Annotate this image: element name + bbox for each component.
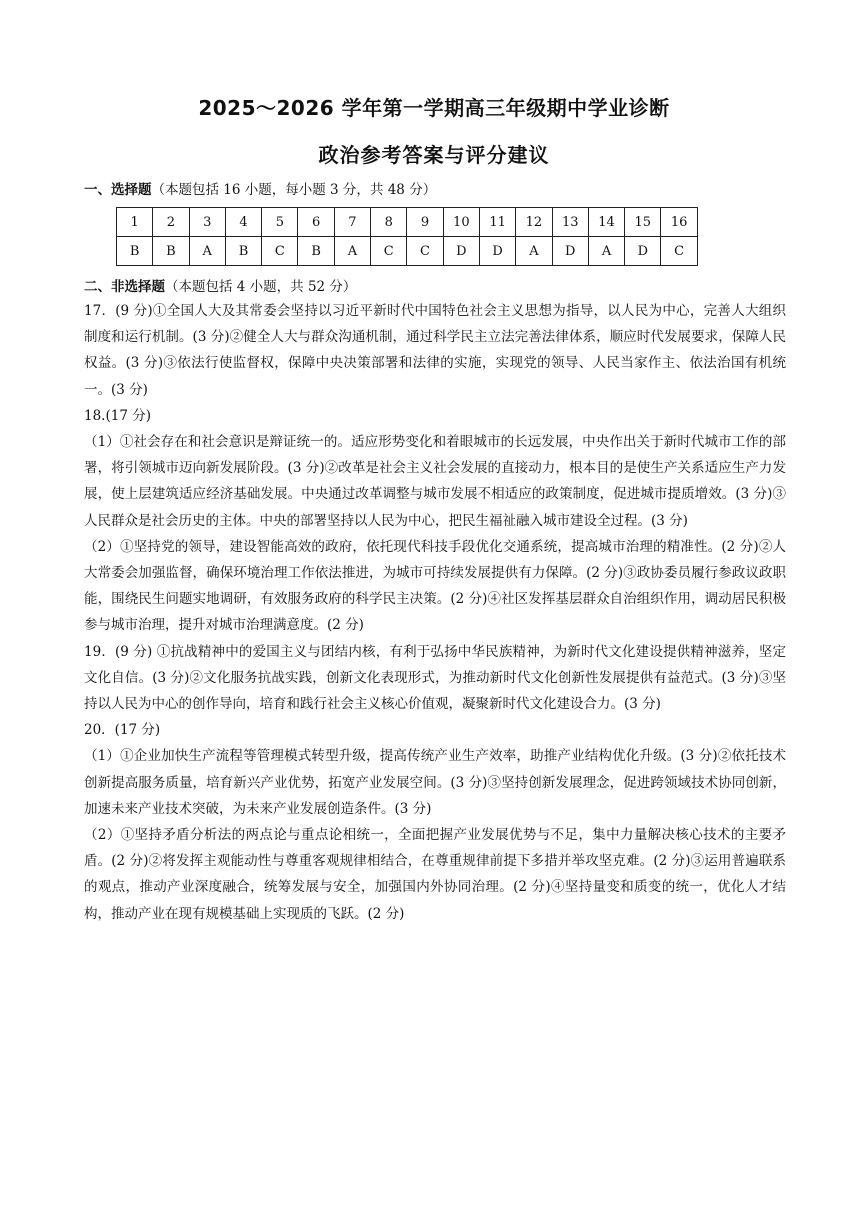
answer-cell: B — [298, 237, 334, 266]
answer-body — [84, 298, 786, 927]
answer-cell: D — [625, 237, 661, 266]
question-number: 13 — [552, 208, 588, 237]
question-number: 16 — [661, 208, 697, 237]
answer-cell: C — [661, 237, 697, 266]
question-number: 3 — [189, 208, 225, 237]
answer-q17: 17．(9 分)①全国人大及其常委会坚持以习近平新时代中国特色社会主义思想为指导，以人民为中心，完善人大组织制度和运行机制。(3 分)②健全人大与群众沟通机制，通过科学民主立法完善法律体系，顺应时代发展要求，保障人民权益。(3 分)③依法行使监督权，保障中央决策部署和法律的实施，实现党的领导、人民当家作主、依法治国有机统一。(3 分) — [84, 303, 786, 398]
question-number: 7 — [334, 208, 370, 237]
answer-cell: C — [407, 237, 443, 266]
section-heading: 二、非选择题 — [84, 279, 165, 295]
document-title: 2025～2026 学年第一学期高三年级期中学业诊断 — [198, 96, 670, 120]
answer-q20-part1: （1）①企业加快生产流程等管理模式转型升级，提高传统产业生产效率，助推产业结构优化升级。(3 分)②依托技术创新提高服务质量，培育新兴产业优势，拓宽产业发展空间。(3 分)③坚持创新发展理念，促进跨领域技术协同创新，加速未来产业技术突破，为未来产业发展创造条件。(3 分) — [84, 748, 786, 817]
question-number: 14 — [588, 208, 624, 237]
question-number: 4 — [225, 208, 261, 237]
answer-q19: 19．(9 分) ①抗战精神中的爱国主义与团结内核，有利于弘扬中华民族精神，为新时代文化建设提供精神滋养，坚定文化自信。(3 分)②文化服务抗战实践，创新文化表现形式，为推动新时代文化创新性发展提供有益范式。(3 分)③坚持以人民为中心的创作导向，培育和践行社会主义核心价值观，凝聚新时代文化建设合力。(3 分) — [84, 643, 786, 713]
section-heading: 一、选择题 — [84, 182, 152, 198]
answer-row — [117, 237, 698, 266]
question-number: 10 — [443, 208, 479, 237]
question-number: 5 — [262, 208, 298, 237]
document-subtitle: 政治参考答案与评分建议 — [318, 143, 550, 167]
answer-cell: D — [479, 237, 515, 266]
question-number-row — [117, 208, 698, 237]
question-number: 15 — [625, 208, 661, 237]
answer-q20-part2: （2）①坚持矛盾分析法的两点论与重点论相统一，全面把握产业发展优势与不足，集中力量解决核心技术的主要矛盾。(2 分)②将发挥主观能动性与尊重客观规律相结合，在尊重规律前提下多措并举攻坚克难。(2 分)③运用普遍联系的观点，推动产业深度融合，统筹发展与安全，加强国内外协同治理。(2 分)④坚持量变和质变的统一，优化人才结构，推动产业在现有规模基础上实现质的飞跃。(2 分) — [84, 827, 786, 922]
answer-cell: A — [516, 237, 552, 266]
question-number: 6 — [298, 208, 334, 237]
answer-cell: D — [552, 237, 588, 266]
question-number: 11 — [479, 208, 515, 237]
section-note: （本题包括 4 小题，共 52 分） — [165, 279, 357, 295]
answer-q18-part2: （2）①坚持党的领导，建设智能高效的政府，依托现代科技手段优化交通系统，提高城市治理的精准性。(2 分)②人大常委会加强监督，确保环境治理工作依法推进，为城市可持续发展提供有力保障。(2 分)③政协委员履行参政议政职能，围绕民生问题实地调研，有效服务政府的科学民主决策。(2 分)④社区发挥基层群众自治组织作用，调动居民积极参与城市治理，提升对城市治理满意度。(2 分) — [84, 538, 786, 634]
answer-q18-heading: 18.(17 分) — [84, 407, 151, 424]
answer-cell: C — [371, 237, 407, 266]
section-multiple-choice-heading — [84, 178, 436, 198]
question-number: 2 — [153, 208, 189, 237]
section-non-choice-heading — [84, 275, 356, 295]
answer-table — [116, 207, 698, 266]
answer-cell: B — [117, 237, 153, 266]
answer-q18-part1: （1）①社会存在和社会意识是辩证统一的。适应形势变化和着眼城市的长远发展，中央作出关于新时代城市工作的部署，将引领城市迈向新发展阶段。(3 分)②改革是社会主义社会发展的直接动力，根本目的是使生产关系适应生产力发展，使上层建筑适应经济基础发展。中央通过改革调整与城市发展不相适应的政策制度，促进城市提质增效。(3 分)③人民群众是社会历史的主体。中央的部署坚持以人民为中心，把民生福祉融入城市建设全过程。(3 分) — [84, 434, 786, 529]
question-number: 12 — [516, 208, 552, 237]
answer-cell: B — [153, 237, 189, 266]
answer-cell: D — [443, 237, 479, 266]
question-number: 8 — [371, 208, 407, 237]
section-note: （本题包括 16 小题，每小题 3 分，共 48 分） — [151, 182, 437, 198]
answer-cell: B — [225, 237, 261, 266]
answer-q20-heading: 20．(17 分) — [84, 722, 161, 739]
answer-cell: A — [588, 237, 624, 266]
answer-cell: C — [262, 237, 298, 266]
question-number: 1 — [117, 208, 153, 237]
answer-cell: A — [334, 237, 370, 266]
question-number: 9 — [407, 208, 443, 237]
answer-cell: A — [189, 237, 225, 266]
